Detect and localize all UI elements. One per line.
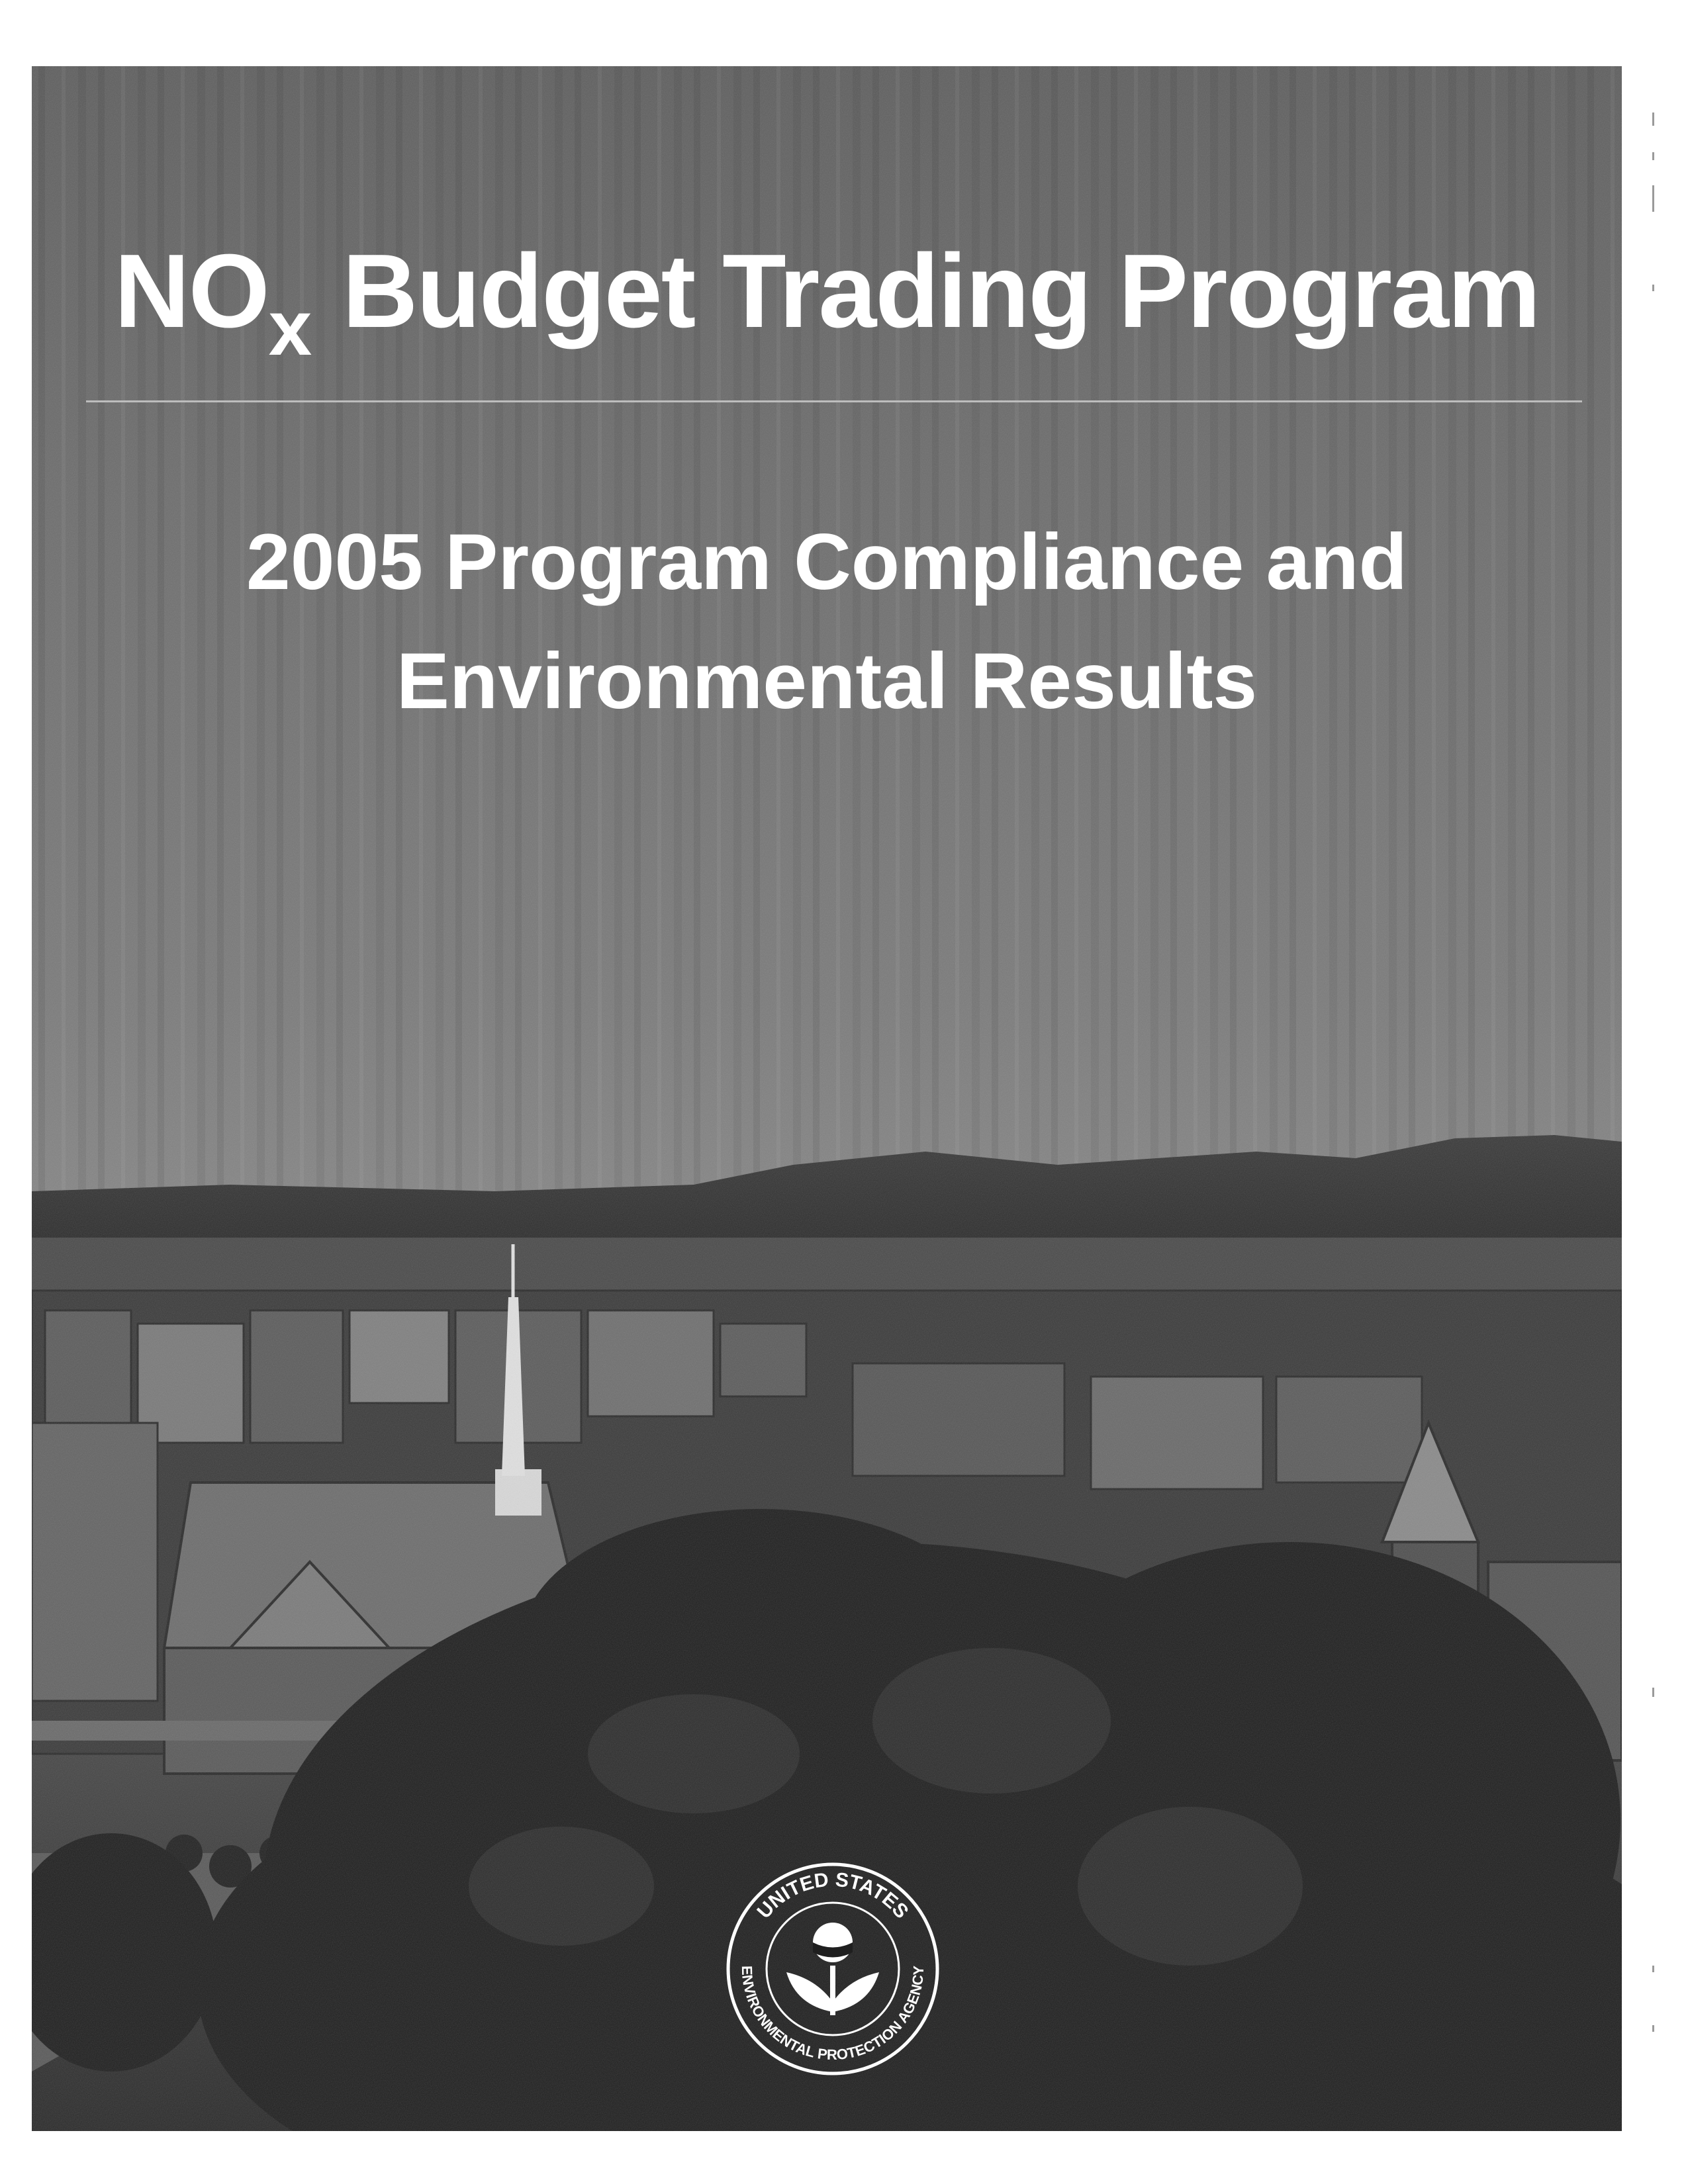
title-subscript: x [268,285,311,372]
title-divider [86,400,1582,402]
document-title [32,232,1622,372]
seal-bottom-text: ENVIRONMENTAL PROTECTION AGENCY [738,1965,927,2064]
title-rest: Budget Trading Program [314,233,1540,349]
subtitle-line-2: Environmental Results [396,637,1258,725]
town-landscape-photo [32,66,1622,2131]
title-prefix: NO [114,233,269,349]
seal-top-text: UNITED STATES [753,1868,913,1923]
cover-photo [32,66,1622,2131]
epa-seal-logo [724,1860,942,2078]
subtitle-line-1: 2005 Program Compliance and [246,518,1407,606]
scan-margin-marks [1648,113,1662,2098]
